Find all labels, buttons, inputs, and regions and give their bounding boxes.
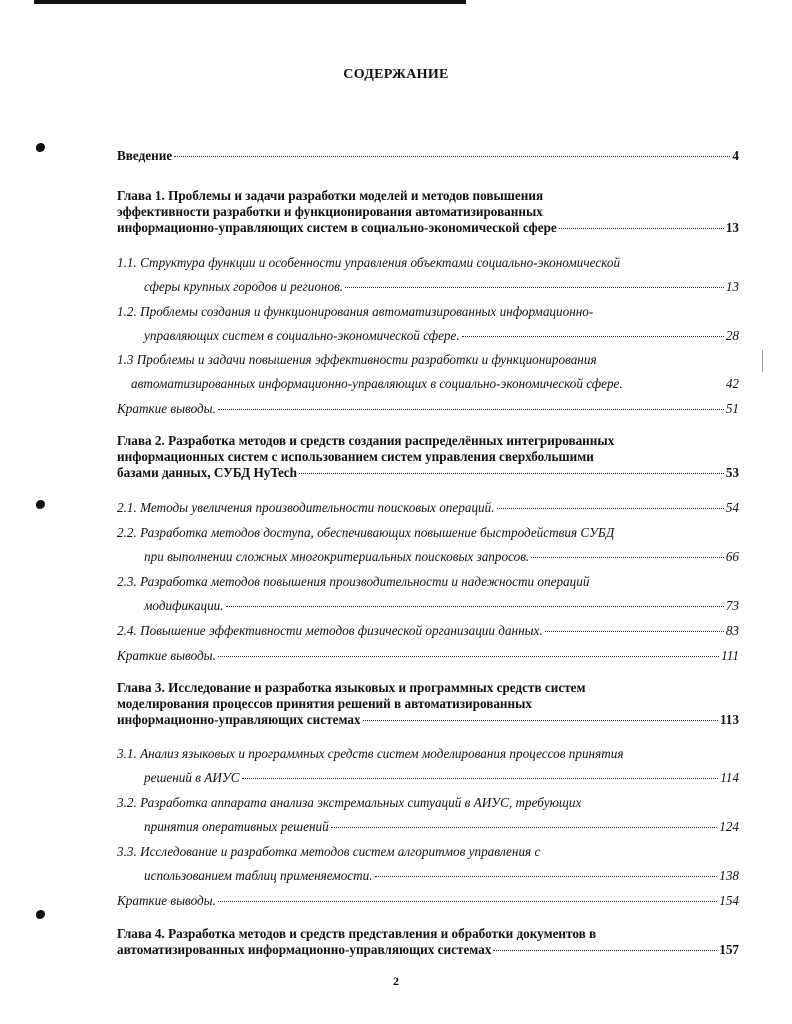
dot-leader (242, 778, 719, 779)
toc-entry-summary-3 (117, 889, 739, 913)
scan-speck (762, 350, 763, 372)
toc-entry-text: принятия оперативных решений (144, 819, 329, 834)
toc-line (117, 545, 739, 569)
toc-line (117, 372, 739, 396)
toc-entry-section-1-1 (117, 251, 739, 299)
dot-leader (531, 557, 724, 558)
toc-entry-text: использованием таблиц применяемости. (144, 868, 373, 883)
toc-page-number: 4 (732, 148, 739, 163)
toc-entry-section-1-3 (117, 348, 739, 396)
toc-entry-text: Краткие выводы. (117, 648, 216, 663)
toc-entry-text: Введение (117, 148, 173, 163)
toc-page-number: 83 (725, 623, 739, 638)
toc-entry-summary-1 (117, 397, 739, 421)
toc-line (117, 926, 739, 942)
toc-line (117, 864, 739, 888)
toc-line (117, 619, 739, 643)
toc-line (117, 815, 739, 839)
toc-entry-text: при выполнении сложных многокритериальных поисковых запросов. (144, 549, 530, 564)
toc-line (117, 521, 739, 545)
toc-page-number: 13 (725, 279, 739, 294)
toc-line (117, 324, 739, 348)
toc-line (117, 594, 739, 618)
toc-line (117, 840, 739, 864)
dot-leader (331, 827, 718, 828)
toc-entry-text: информационных систем с использованием систем управления сверхбольшими (117, 449, 594, 464)
toc-entry-text: 1.1. Структура функции и особенности управления объектами социально-экономической (117, 255, 621, 270)
dot-leader (363, 720, 718, 721)
scan-top-edge (34, 0, 466, 4)
toc-entry-section-3-1 (117, 742, 739, 790)
toc-entry-chapter-4 (117, 926, 739, 958)
dot-leader (226, 606, 724, 607)
punch-hole-mark (36, 143, 45, 152)
toc-line (117, 449, 739, 465)
punch-hole-mark (36, 500, 45, 509)
toc-entry-text: управляющих систем в социально-экономической сфере. (144, 328, 460, 343)
toc-line (117, 397, 739, 421)
toc-entry-text: 1.3 Проблемы и задачи повышения эффективности разработки и функционирования (117, 352, 597, 367)
toc-page-number: 53 (725, 465, 739, 480)
toc-entry-section-3-2 (117, 791, 739, 839)
toc-page-number: 113 (719, 712, 739, 727)
toc-entry-text: 1.2. Проблемы создания и функционирования автоматизированных информационно- (117, 304, 594, 319)
toc-entry-text: Краткие выводы. (117, 401, 216, 416)
dot-leader (462, 336, 724, 337)
toc-line (117, 791, 739, 815)
toc-entry-section-2-4 (117, 619, 739, 643)
toc-line (117, 942, 739, 958)
toc-entry-text: Глава 2. Разработка методов и средств создания распределённых интегрированных (117, 433, 615, 448)
toc-entry-text: решений в АИУС (144, 770, 240, 785)
toc-entry-section-2-3 (117, 570, 739, 618)
toc-page-number: 28 (725, 328, 739, 343)
dot-leader (375, 876, 718, 877)
toc-page-number: 138 (719, 868, 739, 883)
toc-line (117, 496, 739, 520)
toc-entry-text: Краткие выводы. (117, 893, 216, 908)
toc-entry-text: моделирования процессов принятия решений в автоматизированных (117, 696, 533, 711)
dot-leader (218, 656, 719, 657)
toc-page-number: 73 (725, 598, 739, 613)
toc-entry-text: 2.3. Разработка методов повышения производительности и надежности операций (117, 574, 590, 589)
toc-entry-text: 2.4. Повышение эффективности методов физической организации данных. (117, 623, 543, 638)
page-number: 2 (393, 974, 399, 988)
dot-leader (218, 901, 717, 902)
toc-entry-introduction (117, 148, 739, 164)
toc-line (117, 204, 739, 220)
toc-entry-text: модификации. (144, 598, 224, 613)
toc-entry-text: 3.3. Исследование и разработка методов систем алгоритмов управления с (117, 844, 541, 859)
toc-line (117, 644, 739, 668)
toc-line (117, 188, 739, 204)
page-title: СОДЕРЖАНИЕ (343, 67, 449, 82)
toc-page-number: 124 (719, 819, 739, 834)
toc-entry-text: информационно-управляющих систем в социально-экономической сфере (117, 220, 557, 235)
toc-page-number: 13 (725, 220, 739, 235)
dot-leader (493, 950, 717, 951)
dot-leader (299, 473, 724, 474)
toc-line (117, 300, 739, 324)
toc-line (117, 275, 739, 299)
toc-entry-chapter-3 (117, 680, 739, 728)
toc-line (117, 680, 739, 696)
toc-line (117, 348, 739, 372)
toc-entry-text: 3.2. Разработка аппарата анализа экстремальных ситуаций в АИУС, требующих (117, 795, 582, 810)
dot-leader (559, 228, 724, 229)
dot-leader (218, 409, 724, 410)
toc-line (117, 433, 739, 449)
toc-entry-text: сферы крупных городов и регионов. (144, 279, 344, 294)
toc-entry-text: 2.2. Разработка методов доступа, обеспечивающих повышение быстродействия СУБД (117, 525, 615, 540)
toc-page-number: 157 (719, 942, 739, 957)
toc-page-number: 51 (725, 401, 739, 416)
toc-line (117, 148, 739, 164)
toc-entry-summary-2 (117, 644, 739, 668)
dot-leader (345, 287, 724, 288)
punch-hole-mark (36, 910, 45, 919)
toc-line (117, 570, 739, 594)
toc-page-number: 54 (725, 500, 739, 515)
toc-entry-text: 2.1. Методы увеличения производительности поисковых операций. (117, 500, 495, 515)
toc-line (117, 766, 739, 790)
toc-line (117, 712, 739, 728)
toc-line (117, 742, 739, 766)
toc-entry-section-2-2 (117, 521, 739, 569)
dot-leader (497, 508, 724, 509)
toc-entry-text: Глава 3. Исследование и разработка языковых и программных средств систем (117, 680, 586, 695)
toc-entry-section-1-2 (117, 300, 739, 348)
toc-line (117, 220, 739, 236)
toc-line (117, 696, 739, 712)
toc-page-number: 111 (721, 648, 739, 663)
toc-line (117, 889, 739, 913)
dot-leader (174, 156, 730, 157)
toc-entry-text: автоматизированных информационно-управляющих системах (117, 942, 492, 957)
toc-page-number: 42 (725, 376, 739, 391)
toc-page-number: 66 (725, 549, 739, 564)
dot-leader (545, 631, 724, 632)
toc-entry-text: Глава 4. Разработка методов и средств представления и обработки документов в (117, 926, 597, 941)
toc-entry-text: Глава 1. Проблемы и задачи разработки моделей и методов повышения (117, 188, 544, 203)
toc-entry-text: базами данных, СУБД HyTech (117, 465, 297, 480)
toc-entry-text: автоматизированных информационно-управляющих в социально-экономической сфере. (131, 376, 623, 391)
toc-entry-chapter-2 (117, 433, 739, 481)
toc-entry-text: эффективности разработки и функционирования автоматизированных (117, 204, 543, 219)
toc-entry-text: информационно-управляющих системах (117, 712, 361, 727)
toc-entry-section-2-1 (117, 496, 739, 520)
toc-line (117, 251, 739, 275)
toc-page-number: 154 (719, 893, 739, 908)
toc-line (117, 465, 739, 481)
toc-entry-text: 3.1. Анализ языковых и программных средств систем моделирования процессов принятия (117, 746, 624, 761)
toc-page-number: 114 (720, 770, 739, 785)
toc-entry-chapter-1 (117, 188, 739, 236)
toc-entry-section-3-3 (117, 840, 739, 888)
